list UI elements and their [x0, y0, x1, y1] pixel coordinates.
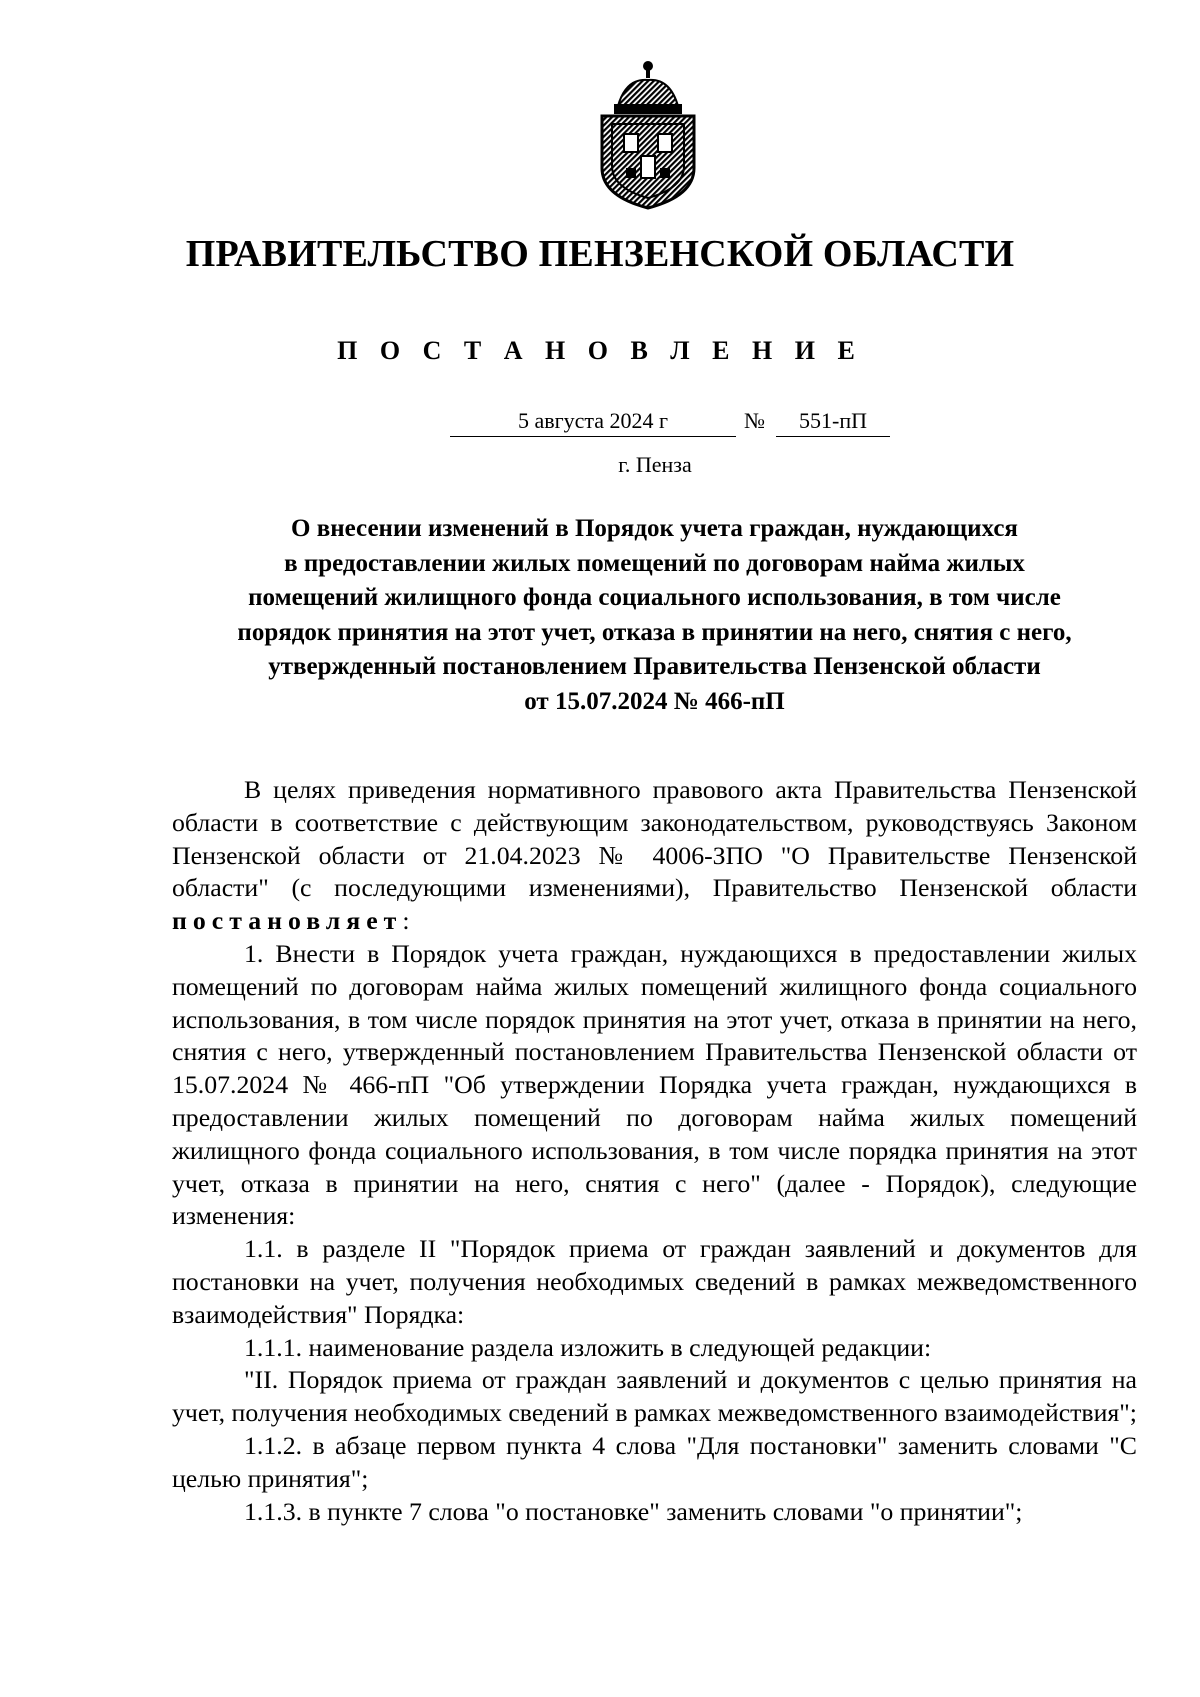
- title-line: утвержденный постановлением Правительства Пензенской области: [268, 653, 1041, 680]
- body-paragraph: 1.1.2. в абзаце первом пункта 4 слова "Для постановки" заменить словами "С целью принятия";: [172, 1430, 1137, 1493]
- title-line: О внесении изменений в Порядок учета граждан, нуждающихся: [291, 515, 1018, 542]
- preamble-text: В целях приведения нормативного правового акта Правительства Пензенской области в соответствие с действующим законодательством, руководствуясь Законом Пензенской области от 21.04.2023 № 4006-ЗПО "О Правительстве Пензенской области" (с последующими изменениями), Правительство Пензенской области: [172, 775, 1137, 903]
- government-name: ПРАВИТЕЛЬСТВО ПЕНЗЕНСКОЙ ОБЛАСТИ: [185, 233, 1015, 275]
- date-number-line: [0, 408, 1200, 440]
- number-sign: №: [744, 408, 765, 433]
- preamble-end: :: [402, 906, 410, 936]
- body-paragraph: 1.1. в разделе II "Порядок приема от граждан заявлений и документов для постановки на учет, получения необходимых сведений в рамках межведомственного взаимодействия" Порядка:: [172, 1234, 1137, 1329]
- body-paragraph: "II. Порядок приема от граждан заявлений и документов с целью принятия на учет, получения необходимых сведений в рамках межведомственного взаимодействия";: [172, 1365, 1137, 1428]
- resolves-word: постановляет: [172, 906, 403, 936]
- title-line: порядок принятия на этот учет, отказа в принятии на него, снятия с него,: [237, 618, 1072, 646]
- document-body: [172, 774, 1137, 1528]
- document-date: 5 августа 2024 г: [450, 408, 736, 437]
- preamble-paragraph: [172, 774, 1137, 938]
- document-number: 551-пП: [776, 408, 890, 437]
- body-paragraph: 1. Внести в Порядок учета граждан, нуждающихся в предоставлении жилых помещений по договорам найма жилых помещений жилищного фонда социального использования, в том числе порядок принятия на этот учет, отказа в принятии на него, снятия с него, утвержденный постановлением Правительства Пензенской области от 15.07.2024 № 466-пП "Об утверждении Порядка учета граждан, нуждающихся в предоставлении жилых помещений по договорам найма жилых помещений жилищного фонда социального использования, в том числе порядка принятия на этот учет, отказа в принятии на него, снятия с него" (далее - Порядок), следующие изменения:: [172, 938, 1137, 1231]
- title-line: помещений жилищного фонда социального использования, в том числе: [248, 584, 1061, 611]
- title-line: в предоставлении жилых помещений по договорам найма жилых: [284, 549, 1025, 577]
- document-type: П О С Т А Н О В Л Е Н И Е: [337, 336, 863, 365]
- coat-of-arms-emblem: [596, 58, 700, 210]
- document-city: г. Пенза: [618, 452, 692, 477]
- document-title: [172, 512, 1137, 719]
- body-paragraph: 1.1.3. в пункте 7 слова "о постановке" заменить словами "о принятии";: [244, 1496, 1023, 1526]
- body-paragraph: 1.1.1. наименование раздела изложить в следующей редакции:: [244, 1332, 932, 1362]
- title-line: от 15.07.2024 № 466-пП: [524, 687, 785, 715]
